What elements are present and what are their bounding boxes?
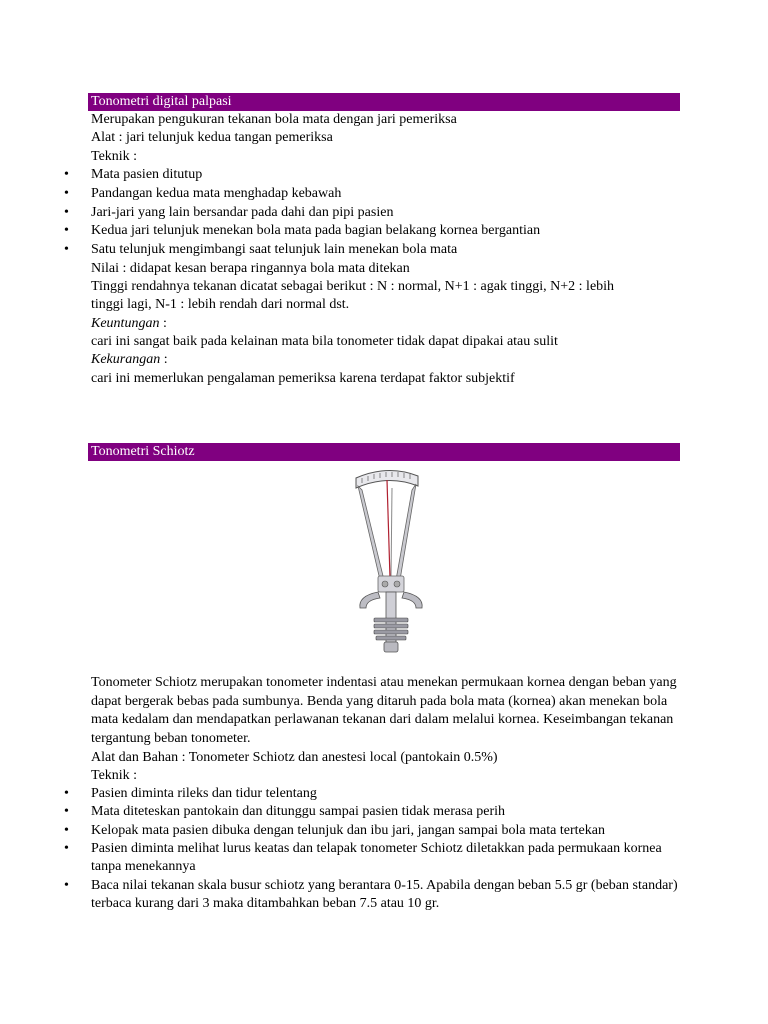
list-item: • Mata pasien ditutup — [91, 166, 681, 184]
list-item: • Jari-jari yang lain bersandar pada dahi dan pipi pasien — [91, 204, 681, 222]
technique-label: Teknik : — [91, 768, 138, 783]
list-item: • Pasien diminta rileks dan tidur telentang — [91, 785, 681, 803]
schiotz-tonometer-image — [340, 468, 440, 658]
kekurangan-text: cari ini memerlukan pengalaman pemeriksa karena terdapat faktor subjektif — [91, 371, 515, 386]
keuntungan-colon: : — [159, 316, 167, 331]
schiotz-description: Tonometer Schiotz merupakan tonometer indentasi atau menekan permukaan kornea dengan beban yang dapat bergerak bebas pada sumbunya. Benda yang ditaruh pada bola mata (kornea) akan menekan bola mata kedalam dan mendapatkan perlawanan tekanan dari dalam melalui kornea. Keseimbangan tekanan tergantung beban tonometer. — [91, 675, 677, 746]
intro-definition: Merupakan pengukuran tekanan bola mata dengan jari pemeriksa — [91, 112, 457, 127]
intro-technique-label: Teknik : — [91, 149, 138, 164]
list-item: • Kelopak mata pasien dibuka dengan telunjuk dan ibu jari, jangan sampai bola mata tertekan — [91, 822, 681, 840]
tinggi-rendah-text-2: tinggi lagi, N-1 : lebih rendah dari normal dst. — [91, 297, 350, 312]
list-item: • Baca nilai tekanan skala busur schiotz yang berantara 0-15. Apabila dengan beban 5.5 gr (beban standar) terbaca kurang dari 3 maka ditambahkan beban 7.5 atau 10 gr. — [91, 877, 681, 913]
intro-tool: Alat : jari telunjuk kedua tangan pemeriksa — [91, 130, 333, 145]
kekurangan-colon: : — [160, 352, 168, 367]
section-header-schiotz: Tonometri Schiotz — [88, 443, 680, 461]
nilai-text: Nilai : didapat kesan berapa ringannya bola mata ditekan — [91, 261, 410, 276]
kekurangan-heading — [91, 351, 168, 369]
alat-bahan-text: Alat dan Bahan : Tonometer Schiotz dan anestesi local (pantokain 0.5%) — [91, 750, 498, 765]
section-header-digital-palpasi: Tonometri digital palpasi — [88, 93, 680, 111]
keuntungan-text: cari ini sangat baik pada kelainan mata bila tonometer tidak dapat dipakai atau sulit — [91, 334, 558, 349]
keuntungan-heading — [91, 315, 167, 333]
list-item: • Pasien diminta melihat lurus keatas dan telapak tonometer Schiotz diletakkan pada permukaan kornea tanpa menekannya — [91, 840, 681, 876]
list-item: • Satu telunjuk mengimbangi saat telunjuk lain menekan bola mata — [91, 241, 681, 259]
kekurangan-label: Kekurangan — [91, 352, 161, 367]
list-item: • Pandangan kedua mata menghadap kebawah — [91, 185, 681, 203]
tinggi-rendah-text-1: Tinggi rendahnya tekanan dicatat sebagai berikut : N : normal, N+1 : agak tinggi, N+2 : lebih — [91, 279, 615, 294]
list-item: • Mata diteteskan pantokain dan ditunggu sampai pasien tidak merasa perih — [91, 803, 681, 821]
list-item: • Kedua jari telunjuk menekan bola mata pada bagian belakang kornea bergantian — [91, 222, 681, 240]
keuntungan-label: Keuntungan — [91, 316, 160, 331]
